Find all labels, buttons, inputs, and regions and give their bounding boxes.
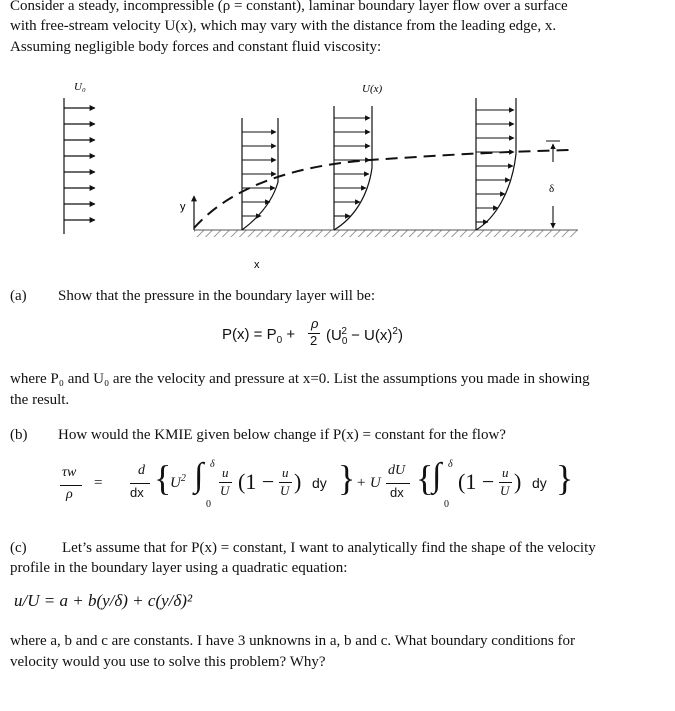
part-c-where-line-1: where a, b and c are constants. I have 3 unknowns in a, b and c. What boundary conditions for bbox=[10, 633, 575, 649]
velocity-profile-2 bbox=[334, 106, 372, 230]
part-b-label: (b) bbox=[10, 427, 28, 443]
part-b-equation: τw ρ = d dx { $U^2$ ∫ δ 0 u U (1 − u U ) dy } + U dU dx { ∫ δ 0 (1 − u U ) dy } bbox=[62, 457, 574, 510]
part-a-prompt: Show that the pressure in the boundary layer will be: bbox=[58, 288, 376, 304]
part-c-label: (c) bbox=[10, 540, 27, 556]
boundary-layer-figure bbox=[50, 78, 590, 278]
velocity-profile-1 bbox=[242, 118, 278, 230]
delta-label: δ bbox=[549, 183, 555, 195]
y-axis-label: y bbox=[180, 201, 186, 213]
uniform-inlet-profile bbox=[64, 98, 95, 234]
part-c-line-1: Let’s assume that for P(x) = constant, I want to analytically find the shape of the velocity bbox=[62, 540, 596, 556]
velocity-profile-3 bbox=[476, 98, 516, 230]
part-b-prompt: How would the KMIE given below change if P(x) = constant for the flow? bbox=[58, 427, 506, 443]
part-c-equation: u/U = a + b(y/δ) + c(y/δ)² bbox=[14, 591, 193, 610]
intro-line-3: Assuming negligible body forces and constant fluid viscosity: bbox=[10, 39, 382, 55]
part-c-where-line-2: velocity would you use to solve this problem? Why? bbox=[10, 654, 326, 670]
x-axis-label: x bbox=[254, 259, 260, 271]
intro-line-2: with free-stream velocity U(x), which may vary with the distance from the leading edge, x. bbox=[10, 18, 557, 34]
part-a-where-line-2: the result. bbox=[10, 392, 70, 408]
u0-label: U₀ bbox=[74, 81, 86, 93]
flat-plate bbox=[194, 230, 578, 237]
part-a-where-line-1: where P₀ and U₀ are the velocity and pressure at x=0. List the assumptions you made in showing bbox=[10, 371, 590, 387]
intro-line-1: Consider a steady, incompressible (ρ = constant), laminar boundary layer flow over a surface bbox=[10, 0, 568, 14]
ux-label: U(x) bbox=[362, 83, 383, 95]
part-a-label: (a) bbox=[10, 288, 27, 304]
part-c-line-2: profile in the boundary layer using a quadratic equation: bbox=[10, 560, 348, 576]
